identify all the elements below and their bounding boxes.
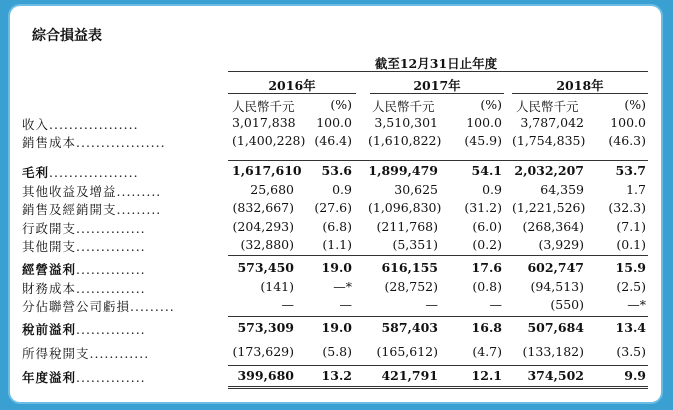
value-2018: (3,929) <box>538 237 584 252</box>
row-leader-dots: .............. <box>76 221 146 236</box>
row-label <box>22 344 212 362</box>
row-label-text: 其他收益及增益 <box>22 184 117 199</box>
pct-value-2018: —* <box>627 297 646 312</box>
row-label-text: 銷售成本 <box>22 135 77 150</box>
pct-value-2016: 0.9 <box>332 182 352 197</box>
row-leader-dots: .................. <box>49 117 139 132</box>
rule-total-a <box>228 386 648 387</box>
value-2018: (94,513) <box>530 279 584 294</box>
period-header: 截至12月31日止年度 <box>374 56 498 71</box>
row-label <box>22 163 212 181</box>
row-leader-dots: ......... <box>116 184 162 199</box>
row-label <box>22 237 212 255</box>
pct-value-2018: (3.5) <box>616 344 646 359</box>
year-2017: 2017年 <box>413 78 461 93</box>
pct-value-2018: 9.9 <box>624 368 646 383</box>
period-underline <box>228 71 648 72</box>
pct-value-2016: 53.6 <box>321 163 352 178</box>
pct-value-2016: (27.6) <box>314 200 352 215</box>
value-2017: (28,752) <box>384 279 438 294</box>
year-2016: 2016年 <box>268 78 316 93</box>
value-2017: — <box>425 297 438 312</box>
row-label <box>22 260 212 278</box>
pct-value-2016: (1.1) <box>322 237 352 252</box>
row-label <box>22 368 212 386</box>
value-2017: (211,768) <box>376 219 438 234</box>
pct-value-2017: (6.0) <box>472 219 502 234</box>
pct-value-2016: 13.2 <box>321 368 352 383</box>
pct-value-2018: (46.3) <box>608 133 646 148</box>
row-label-text: 經營溢利 <box>22 262 77 277</box>
row-label-text: 年度溢利 <box>22 370 77 385</box>
rule-subtotal-3 <box>228 316 648 317</box>
year-2017-underline <box>370 93 504 94</box>
pct-2018: (%) <box>624 97 646 112</box>
year-2018: 2018年 <box>556 78 604 93</box>
rule-total-b <box>228 388 648 389</box>
pct-value-2018: (7.1) <box>616 219 646 234</box>
row-label-text: 行政開支 <box>22 221 77 236</box>
row-label <box>22 133 212 151</box>
pct-value-2018: 13.4 <box>615 320 646 335</box>
value-2017: (1,096,830) <box>368 200 442 215</box>
value-2016: 573,450 <box>237 260 294 275</box>
year-2018-underline <box>512 93 648 94</box>
value-2018: (268,364) <box>522 219 584 234</box>
value-2018: (1,754,835) <box>512 133 586 148</box>
row-label <box>22 115 212 133</box>
pct-value-2016: (5.8) <box>322 344 352 359</box>
pct-value-2017: 54.1 <box>471 163 502 178</box>
rule-subtotal-2 <box>228 255 648 256</box>
row-leader-dots: .............. <box>76 322 146 337</box>
pct-value-2018: 100.0 <box>610 115 646 130</box>
pct-value-2017: (4.7) <box>472 344 502 359</box>
value-2016: (32,880) <box>240 237 294 252</box>
value-2018: 2,032,207 <box>514 163 584 178</box>
row-label <box>22 200 212 218</box>
row-label <box>22 279 212 297</box>
pct-value-2016: —* <box>333 279 352 294</box>
unit-2016: 人民幣千元 <box>232 99 295 114</box>
row-leader-dots: .................. <box>76 135 166 150</box>
pct-value-2017: 17.6 <box>471 260 502 275</box>
rule-subtotal-4 <box>228 365 648 366</box>
value-2016: 399,680 <box>237 368 294 383</box>
pct-value-2017: 100.0 <box>466 115 502 130</box>
pct-value-2018: (32.3) <box>608 200 646 215</box>
rule-subtotal-1 <box>228 160 648 161</box>
value-2018: 64,359 <box>540 182 584 197</box>
row-label <box>22 182 212 200</box>
pct-2016: (%) <box>330 97 352 112</box>
value-2018: 374,502 <box>527 368 584 383</box>
pct-value-2017: 0.9 <box>482 182 502 197</box>
row-leader-dots: ......... <box>130 299 175 314</box>
statement-title: 綜合損益表 <box>32 28 102 44</box>
value-2018: 3,787,042 <box>520 115 584 130</box>
value-2017: 1,899,479 <box>368 163 438 178</box>
unit-2018: 人民幣千元 <box>516 99 579 114</box>
pct-value-2017: 16.8 <box>471 320 502 335</box>
pct-value-2016: — <box>339 297 352 312</box>
value-2016: (173,629) <box>232 344 294 359</box>
pct-value-2016: 19.0 <box>321 260 352 275</box>
row-label-text: 所得稅開支 <box>22 346 90 361</box>
pct-value-2017: (0.2) <box>472 237 502 252</box>
value-2018: (550) <box>550 297 584 312</box>
pct-value-2016: 19.0 <box>321 320 352 335</box>
row-label-text: 稅前溢利 <box>22 322 77 337</box>
value-2017: 587,403 <box>381 320 438 335</box>
pct-value-2016: 100.0 <box>316 115 352 130</box>
pct-value-2017: (45.9) <box>464 133 502 148</box>
value-2016: (832,667) <box>232 200 294 215</box>
pct-value-2017: 12.1 <box>471 368 502 383</box>
row-label-text: 其他開支 <box>22 239 77 254</box>
row-label-text: 收入 <box>22 117 50 132</box>
pct-value-2018: 53.7 <box>615 163 646 178</box>
value-2018: 602,747 <box>527 260 584 275</box>
pct-value-2018: (0.1) <box>616 237 646 252</box>
value-2016: — <box>281 297 294 312</box>
row-label-text: 毛利 <box>22 165 50 180</box>
row-label-text: 銷售及經銷開支 <box>22 202 117 217</box>
row-label <box>22 297 212 315</box>
value-2017: 616,155 <box>381 260 438 275</box>
value-2018: 507,684 <box>527 320 584 335</box>
row-leader-dots: ............ <box>89 346 150 361</box>
pct-value-2017: (0.8) <box>472 279 502 294</box>
value-2018: (133,182) <box>522 344 584 359</box>
row-leader-dots: .............. <box>76 239 146 254</box>
pct-value-2017: — <box>489 297 502 312</box>
pct-value-2016: (6.8) <box>322 219 352 234</box>
year-2016-underline <box>228 93 356 94</box>
value-2017: (1,610,822) <box>368 133 442 148</box>
row-leader-dots: .............. <box>76 262 146 277</box>
row-leader-dots: .................. <box>49 165 139 180</box>
value-2017: 3,510,301 <box>374 115 438 130</box>
value-2016: (141) <box>260 279 294 294</box>
value-2017: (5,351) <box>392 237 438 252</box>
value-2017: 421,791 <box>381 368 438 383</box>
value-2016: (1,400,228) <box>232 133 306 148</box>
value-2018: (1,221,526) <box>512 200 586 215</box>
pct-value-2017: (31.2) <box>464 200 502 215</box>
value-2016: 25,680 <box>250 182 294 197</box>
pct-value-2018: (2.5) <box>616 279 646 294</box>
value-2017: (165,612) <box>376 344 438 359</box>
row-label <box>22 219 212 237</box>
pct-value-2018: 1.7 <box>626 182 646 197</box>
value-2016: 573,309 <box>237 320 294 335</box>
value-2016: (204,293) <box>232 219 294 234</box>
value-2017: 30,625 <box>394 182 438 197</box>
row-leader-dots: .............. <box>76 370 146 385</box>
pct-value-2018: 15.9 <box>615 260 646 275</box>
row-leader-dots: .............. <box>76 281 146 296</box>
pct-value-2016: (46.4) <box>314 133 352 148</box>
row-label-text: 分佔聯營公司虧損 <box>22 299 131 314</box>
value-2016: 1,617,610 <box>232 163 302 178</box>
row-label-text: 財務成本 <box>22 281 77 296</box>
row-label <box>22 320 212 338</box>
row-leader-dots: ......... <box>116 202 162 217</box>
unit-2017: 人民幣千元 <box>372 99 435 114</box>
pct-2017: (%) <box>480 97 502 112</box>
value-2016: 3,017,838 <box>232 115 296 130</box>
